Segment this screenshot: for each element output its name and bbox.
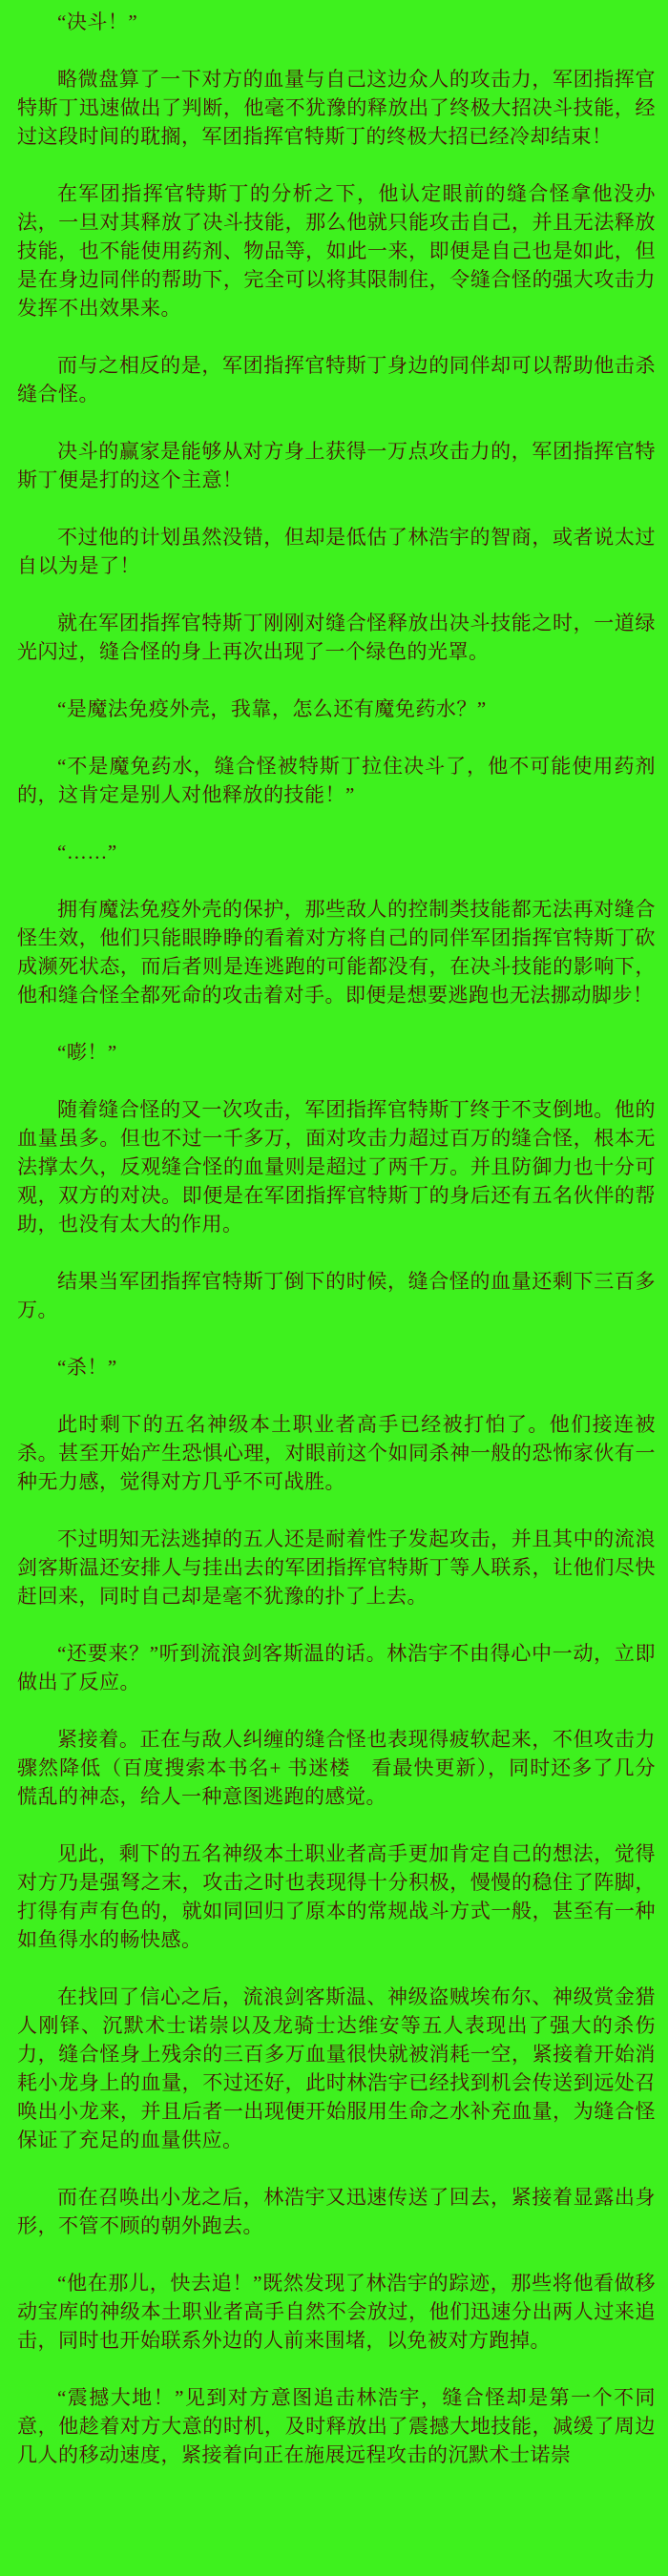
paragraph: “……”: [57, 841, 117, 863]
paragraph: “不是魔免药水，缝合怪被特斯丁拉住决斗了，他不可能使用药剂的，这肯定是别人对他释放的技能！”: [17, 755, 656, 806]
paragraph: 结果当军团指挥官特斯丁倒下的时候，缝合怪的血量还剩下三百多万。: [17, 1270, 656, 1321]
paragraph: 而与之相反的是，军团指挥官特斯丁身边的同伴却可以帮助他击杀缝合怪。: [17, 354, 656, 405]
paragraph: 决斗的赢家是能够从对方身上获得一万点攻击力的，军团指挥官特斯丁便是打的这个主意！: [17, 440, 656, 491]
paragraph: 此时剩下的五名神级本土职业者高手已经被打怕了。他们接连被杀。甚至开始产生恐惧心理，对眼前这个如同杀神一般的恐怖家伙有一种无力感，觉得对方几乎不可战胜。: [17, 1413, 656, 1493]
paragraph: 而在召唤出小龙之后，林浩宇又迅速传送了回去，紧接着显露出身形，不管不顾的朝外跑去。: [17, 2186, 656, 2237]
paragraph: 在找回了信心之后，流浪剑客斯温、神级盗贼埃布尔、神级赏金猎人刚铎、沉默术士诺崇以及龙骑士达维安等五人表现出了强大的杀伤力，缝合怪身上残余的三百多万血量很快就被消耗一空，紧接着开始消耗小龙身上的血量，不过还好，此时林浩宇已经找到机会传送到远处召唤出小龙来，并且后者一出现便开始服用生命之水补充血量，为缝合怪保证了充足的血量供应。: [17, 1985, 656, 2151]
paragraph: 就在军团指挥官特斯丁刚刚对缝合怪释放出决斗技能之时，一道绿光闪过，缝合怪的身上再次出现了一个绿色的光罩。: [17, 612, 656, 663]
paragraph: “是魔法免疫外壳，我靠，怎么还有魔免药水？”: [57, 697, 487, 720]
paragraph: 拥有魔法免疫外壳的保护，那些敌人的控制类技能都无法再对缝合怪生效，他们只能眼睁睁的看着对方将自己的同伴军团指挥官特斯丁砍成濒死状态，而后者则是连逃跑的可能都没有，在决斗技能的影响下，他和缝合怪全都死命的攻击着对手。即便是想要逃跑也无法挪动脚步！: [17, 898, 656, 1007]
paragraph: “他在那儿，快去追！”既然发现了林浩宇的踪迹，那些将他看做移动宝库的神级本土职业者高手自然不会放过，他们迅速分出两人过来追击，同时也开始联系外边的人前来围堵，以免被对方跑掉。: [17, 2272, 656, 2352]
paragraph: 见此，剩下的五名神级本土职业者高手更加肯定自己的想法，觉得对方乃是强弩之末，攻击之时也表现得十分积极，慢慢的稳住了阵脚，打得有声有色的，就如同回归了原本的常规战斗方式一般，甚至有一种如鱼得水的畅快感。: [17, 1842, 656, 1951]
paragraph: 随着缝合怪的又一次攻击，军团指挥官特斯丁终于不支倒地。他的血量虽多。但也不过一千多万，面对攻击力超过百万的缝合怪，根本无法撑太久，反观缝合怪的血量则是超过了两千万。并且防御力也十分可观，双方的对决。即便是在军团指挥官特斯丁的身后还有五名伙伴的帮助，也没有太大的作用。: [17, 1098, 656, 1236]
paragraph: “嘭！”: [57, 1041, 117, 1064]
paragraph: 紧接着。正在与敌人纠缠的缝合怪也表现得疲软起来，不但攻击力骤然降低（百度搜索本书名+ 书迷楼 看最快更新），同时还多了几分慌乱的神态，给人一种意图逃跑的感觉。: [17, 1728, 656, 1808]
paragraph: “还要来？”听到流浪剑客斯温的话。林浩宇不由得心中一动，立即做出了反应。: [17, 1642, 656, 1693]
paragraph: 不过明知无法逃掉的五人还是耐着性子发起攻击，并且其中的流浪剑客斯温还安排人与挂出去的军团指挥官特斯丁等人联系，让他们尽快赶回来，同时自己却是毫不犹豫的扑了上去。: [17, 1527, 656, 1608]
paragraph: “杀！”: [57, 1356, 117, 1379]
paragraph: 在军团指挥官特斯丁的分析之下，他认定眼前的缝合怪拿他没办法，一旦对其释放了决斗技能，那么他就只能攻击自己，并且无法释放技能，也不能使用药剂、物品等，如此一来，即便是自己也是如此，但是在身边同伴的帮助下，完全可以将其限制住，令缝合怪的强大攻击力发挥不出效果来。: [17, 182, 656, 320]
paragraph: 略微盘算了一下对方的血量与自己这边众人的攻击力，军团指挥官特斯丁迅速做出了判断，他毫不犹豫的释放出了终极大招决斗技能，经过这段时间的耽搁，军团指挥官特斯丁的终极大招已经冷却结束！: [17, 68, 656, 148]
paragraph: 不过他的计划虽然没错，但却是低估了林浩宇的智商，或者说太过自以为是了！: [17, 526, 656, 577]
paragraph: “决斗！”: [57, 10, 138, 33]
paragraph: “震撼大地！”见到对方意图追击林浩宇，缝合怪却是第一个不同意，他趁着对方大意的时机，及时释放出了震撼大地技能，减缓了周边几人的移动速度，紧接着向正在施展远程攻击的沉默术士诺崇: [17, 2386, 656, 2466]
